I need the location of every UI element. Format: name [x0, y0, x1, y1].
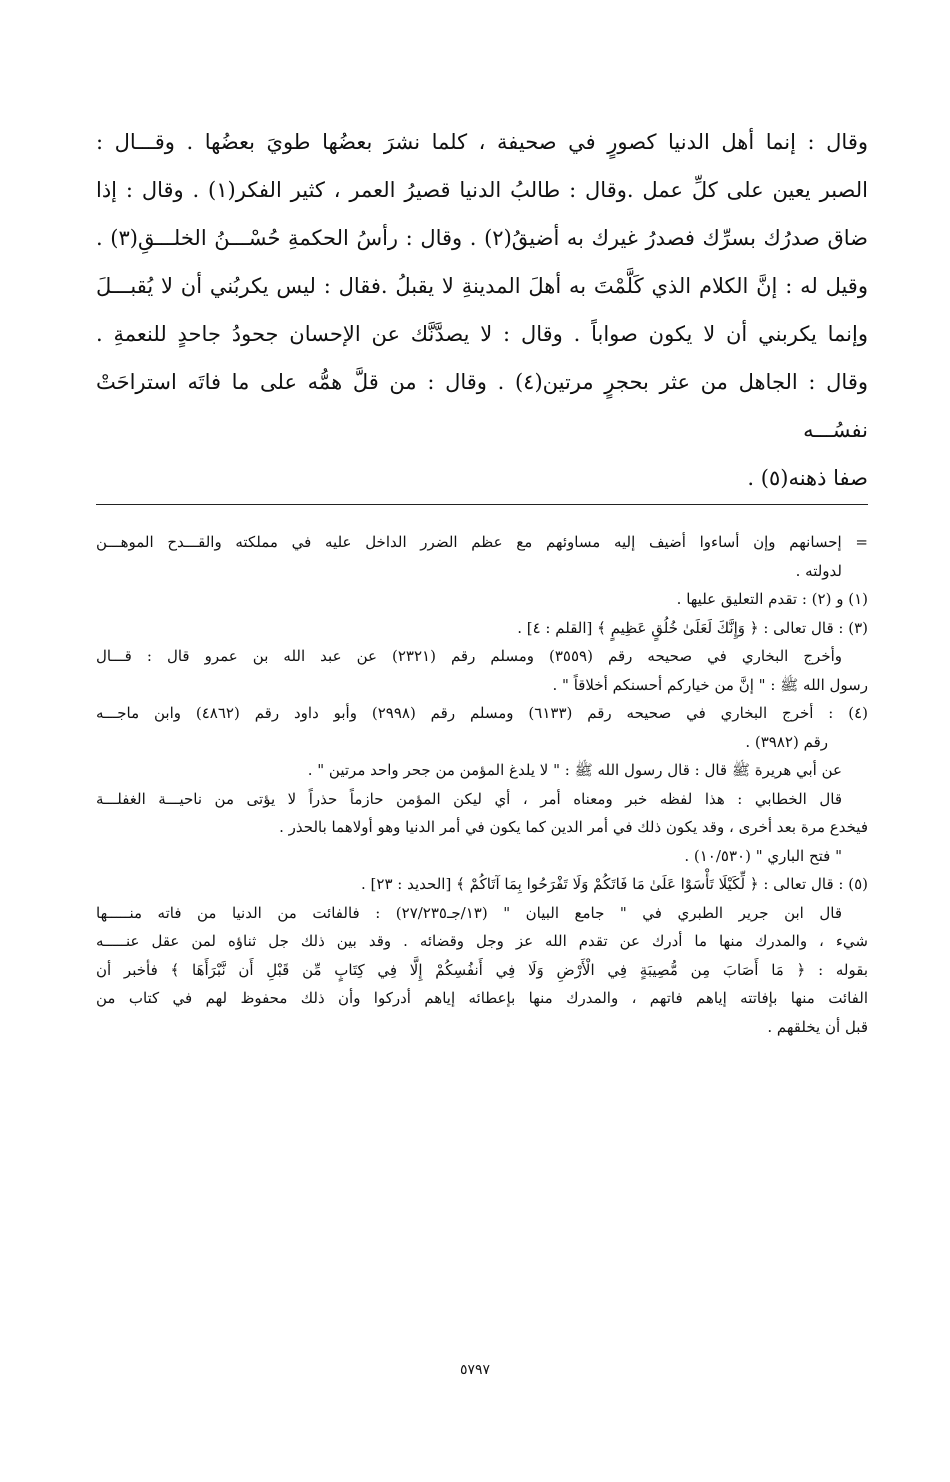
main-line: صفا ذهنه(٥) . — [747, 466, 868, 490]
footnote-line: بقوله : ﴿ مَا أَصَابَ مِن مُّصِيبَةٍ فِي الْأَرْضِ وَلَا فِي أَنفُسِكُمْ إِلَّا فِي كِتَابٍ مِّن قَبْلِ أَن نَّبْرَأَهَا ﴾ فأخبر أن — [96, 960, 868, 979]
footnote-line: = إحسانهم وإن أساءوا أضيف إليه مساوئهم مع عظم الضرر الداخل عليه في مملكته والقـــدح الموهـــن — [96, 533, 868, 551]
main-line: وقال : الجاهل من عثر بحجرٍ مرتين(٤) . وقال : من قلَّ همُّه على ما فاتَه استراحَتْ نفسُـــه — [96, 370, 868, 442]
page-number: ٥٧٩٧ — [459, 1362, 491, 1378]
footnote-line: " فتح الباري " (١٠/٥٣٠) . — [684, 846, 842, 865]
footnote-line: قبل أن يخلقهم . — [767, 1017, 868, 1036]
footnote-line: عن أبي هريرة ﷺ قال : قال رسول الله ﷺ : " لا يلدغ المؤمن من جحر واحد مرتين " . — [307, 761, 842, 779]
main-line: وقيل له : إنَّ الكلام الذي كَلَّمْتَ به أهلَ المدينةِ لا يقبلُ .فقال : ليس يكربُني أن لا يُقبـــلَ — [96, 274, 868, 298]
footnote-line: فيخدع مرة بعد أخرى ، وقد يكون ذلك في أمر الدين كما يكون في أمر الدنيا وهو أولاهما بالحذر . — [279, 818, 868, 836]
footnotes — [96, 528, 868, 1041]
footnote-line: رقم (٣٩٨٢) . — [745, 732, 828, 751]
footnote-line: لدولته . — [795, 561, 842, 580]
footnote-line: (٣) : قال تعالى : ﴿ وَإِنَّكَ لَعَلَىٰ خُلُقٍ عَظِيمٍ ﴾ [القلم : ٤] . — [517, 618, 868, 637]
footnote-line: الفائت منها بإفاتته إياهم فاتهم ، والمدرك منها بإعطائه إياهم أدركوا وأن ذلك محفوظ لهم في كتاب من — [96, 989, 868, 1007]
footnote-line: قال ابن جرير الطبري في " جامع البيان " (١٣/جـ٢٧/٢٣٥) : فالفائت من الدنيا من فاته منـــــها — [96, 903, 843, 922]
main-line: الصبر يعين على كلِّ عمل .وقال : طالبُ الدنيا قصيرُ العمر ، كثير الفكر(١) . وقال : إذا — [96, 178, 868, 202]
footnote-line: شيء ، والمدرك منها ما أدرك عن تقدم الله عز وجل وقضائه . وقد بين ذلك جل ثناؤه لمن عقل عنـــــه — [96, 932, 868, 950]
footnote-line: (٥) : قال تعالى : ﴿ لِّكَيْلَا تَأْسَوْا عَلَىٰ مَا فَاتَكُمْ وَلَا تَفْرَحُوا بِمَا آتَاكُمْ ﴾ [الحديد : ٢٣] . — [361, 875, 868, 893]
footnote-line: رسول الله ﷺ : " إنَّ من خياركم أحسنكم أخلاقاً " . — [552, 675, 868, 694]
main-text-body — [96, 118, 868, 502]
footnote-separator — [96, 504, 868, 505]
footnote-line: (١) و (٢) : تقدم التعليق عليها . — [676, 590, 868, 608]
footnote-line: (٤) : أخرج البخاري في صحيحه رقم (٦١٣٣) ومسلم رقم (٢٩٩٨) وأبو داود رقم (٤٨٦٢) وابن ماجـــه — [96, 704, 869, 722]
main-line: وإنما يكربني أن لا يكون صواباً . وقال : لا يصدَّنَّك عن الإحسان جحودُ جاحدٍ للنعمةِ . — [96, 322, 868, 346]
footnote-line: قال الخطابي : هذا لفظه خبر ومعناه أمر ، أي ليكن المؤمن حازماً حذراً لا يؤتى من ناحيـــة الغفلـــة — [96, 789, 842, 808]
main-line: وقال : إنما أهل الدنيا كصورٍ في صحيفة ، كلما نشرَ بعضُها طويَ بعضُها . وقـــال : — [96, 130, 868, 154]
main-line: ضاق صدرُك بسرِّك فصدرُ غيرك به أضيقُ(٢) . وقال : رأسُ الحكمةِ حُسْـــنُ الخلـــقِ(٣) . — [96, 226, 868, 250]
footnote-line: وأخرج البخاري في صحيحه رقم (٣٥٥٩) ومسلم رقم (٢٣٢١) عن عبد الله بن عمرو قال : قـــال — [96, 647, 843, 665]
